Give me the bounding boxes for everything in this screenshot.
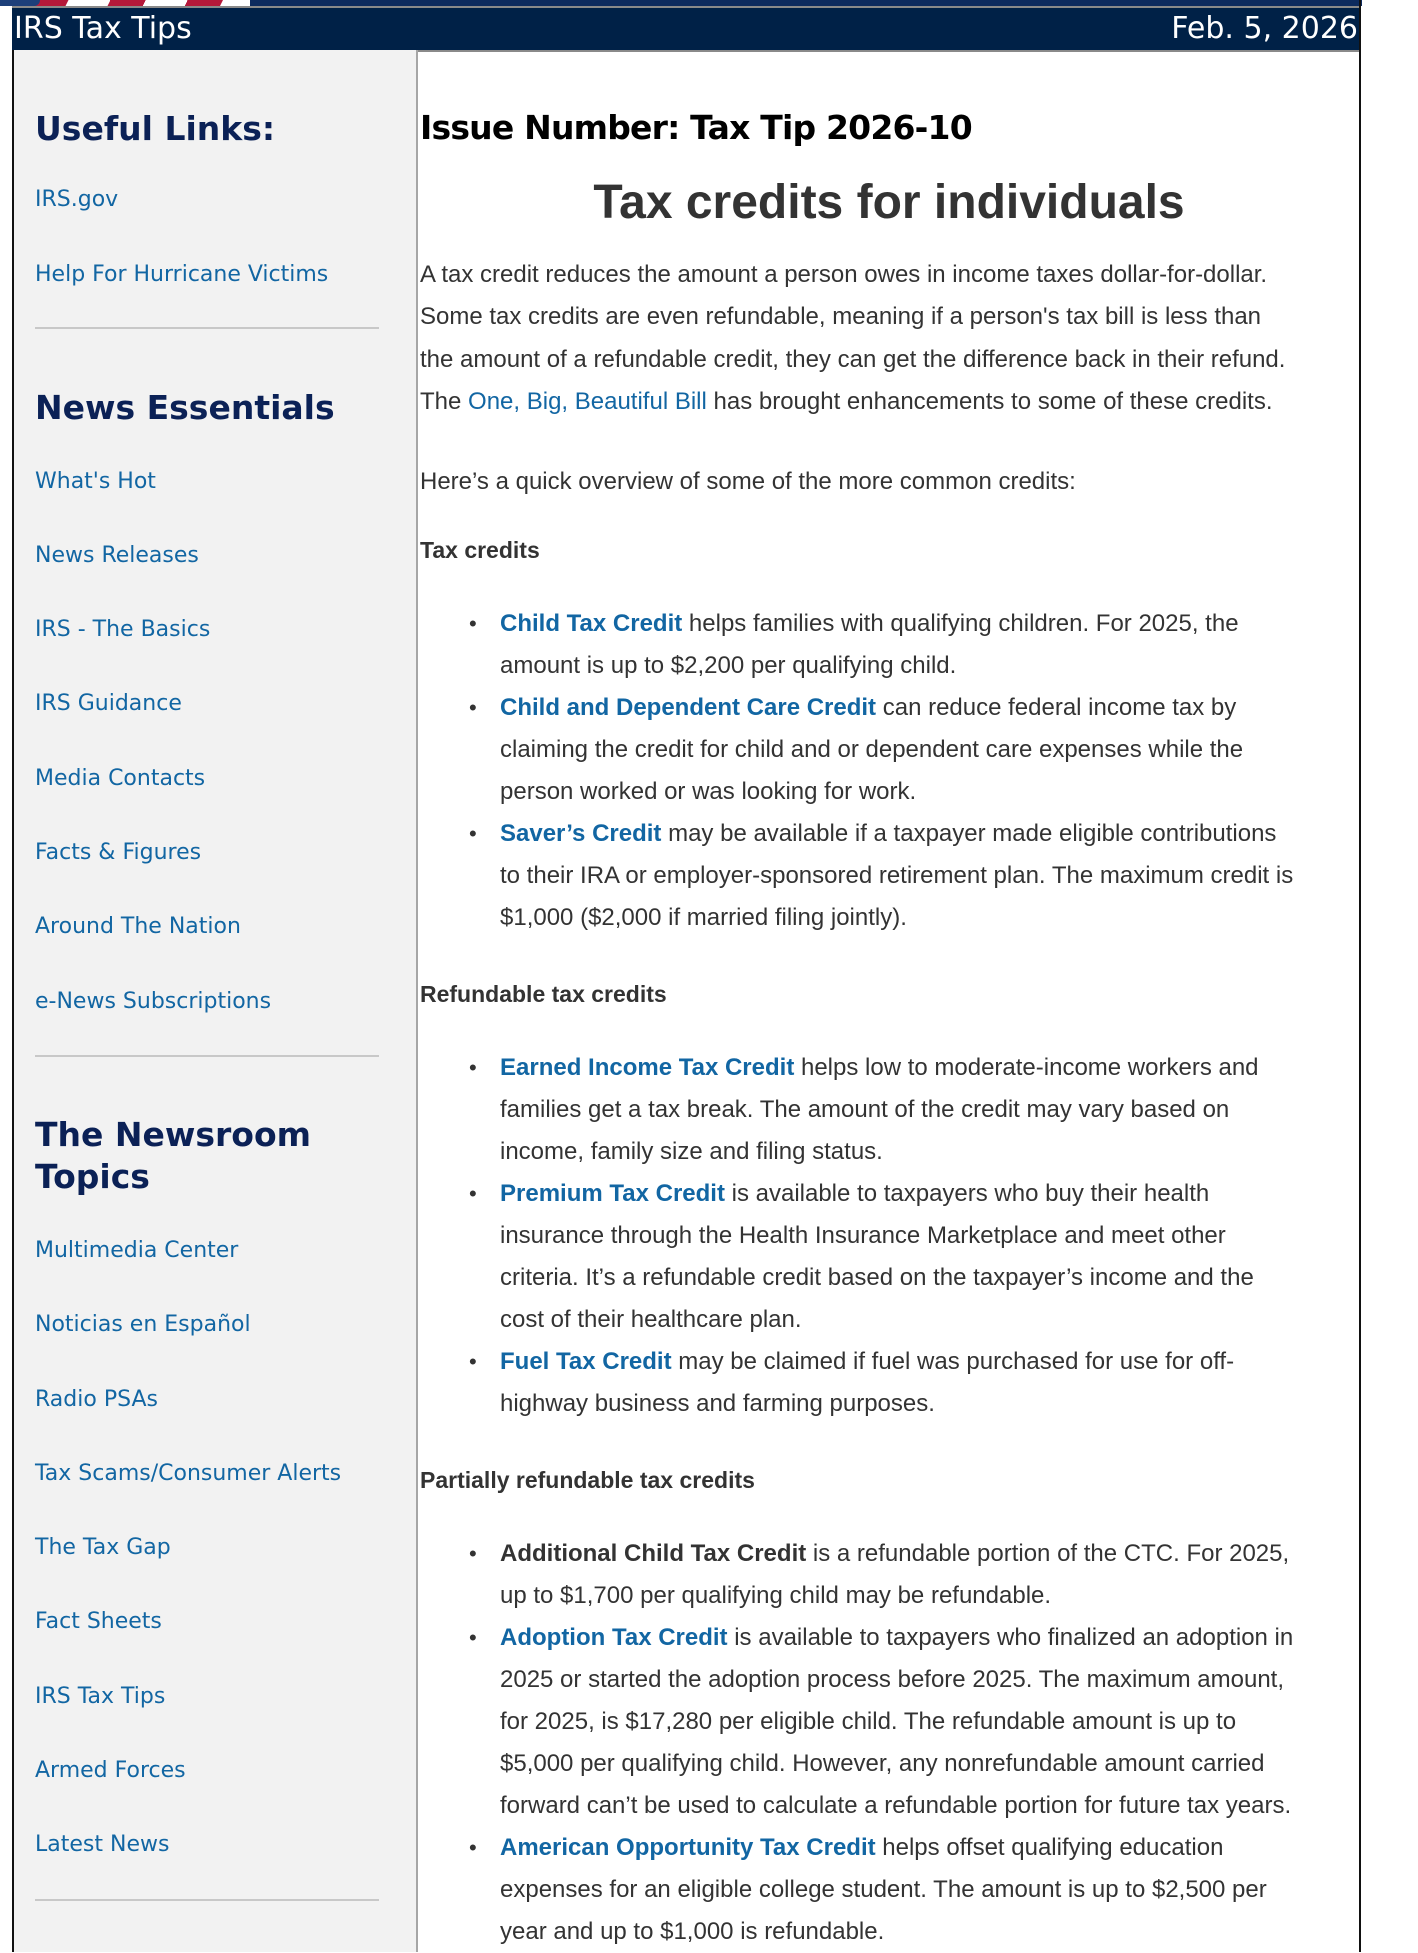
article — [419, 50, 1359, 1952]
credit-description: amount is up to $2,200 per qualifying child. — [500, 652, 957, 679]
sidebar-link-enews-subscriptions[interactable]: e-News Subscriptions — [35, 989, 272, 1014]
page-header — [12, 6, 1360, 52]
sidebar-link-irs-tax-tips[interactable]: IRS Tax Tips — [35, 1684, 166, 1709]
credit-description: cost of their healthcare plan. — [500, 1306, 802, 1333]
intro-line: Some tax credits are even refundable, meaning if a person's tax bill is less than — [420, 303, 1262, 331]
credit-name-link[interactable]: Adoption Tax Credit — [500, 1624, 728, 1651]
sidebar-link-irs-guidance[interactable]: IRS Guidance — [35, 691, 182, 716]
issue-number: Issue Number: Tax Tip 2026-10 — [420, 108, 972, 147]
credit-description: forward can’t be used to calculate a refundable portion for future tax years. — [500, 1792, 1292, 1819]
credit-description: helps families with qualifying children. For 2025, the — [682, 610, 1239, 637]
credit-list-item — [469, 813, 1418, 939]
credit-description: is a refundable portion of the CTC. For 2025, — [806, 1540, 1290, 1567]
sidebar-link-radio-psas[interactable]: Radio PSAs — [35, 1387, 158, 1412]
credit-description: up to $1,700 per qualifying child may be refundable. — [500, 1582, 1052, 1609]
credit-name-link[interactable]: Earned Income Tax Credit — [500, 1054, 795, 1081]
intro-text: The — [420, 387, 469, 415]
sidebar-link-noticias-espanol[interactable]: Noticias en Español — [35, 1312, 251, 1337]
credit-list-item — [469, 1047, 1418, 1173]
credit-description: may be available if a taxpayer made eligible contributions — [661, 820, 1277, 847]
bullet-icon: • — [469, 1625, 477, 1650]
credit-description: income, family size and filing status. — [500, 1138, 883, 1165]
header-title: IRS Tax Tips — [14, 11, 192, 46]
useful-links-heading: Useful Links: — [35, 109, 276, 148]
sidebar-link-armed-forces[interactable]: Armed Forces — [35, 1758, 186, 1783]
sidebar-link-hurricane-help[interactable]: Help For Hurricane Victims — [35, 262, 329, 287]
credit-description: is available to taxpayers who finalized an adoption in — [727, 1624, 1294, 1651]
sidebar-divider — [35, 1899, 379, 1901]
credit-description: can reduce federal income tax by — [876, 694, 1237, 721]
credit-name-link[interactable]: Child Tax Credit — [500, 610, 683, 637]
sidebar-link-irs-basics[interactable]: IRS - The Basics — [35, 617, 211, 642]
credit-list-item — [469, 1617, 1418, 1827]
credit-name: Additional Child Tax Credit — [500, 1540, 807, 1567]
intro-line: the amount of a refundable credit, they can get the difference back in their refund. — [420, 345, 1286, 373]
obbb-link[interactable]: One, Big, Beautiful Bill — [468, 387, 707, 415]
sidebar — [14, 50, 418, 1952]
partially-refundable-list — [419, 1533, 1418, 1953]
credit-name-link[interactable]: Fuel Tax Credit — [500, 1348, 672, 1375]
bullet-icon: • — [469, 1349, 477, 1374]
credit-description: is available to taxpayers who buy their health — [724, 1180, 1210, 1207]
credit-list-item — [469, 1341, 1418, 1425]
sidebar-link-around-nation[interactable]: Around The Nation — [35, 914, 241, 939]
intro-text: has brought enhancements to some of these credits. — [706, 387, 1273, 415]
newsroom-topics-heading: The Newsroom — [35, 1115, 312, 1154]
bullet-icon: • — [469, 1055, 477, 1080]
credit-name-link[interactable]: American Opportunity Tax Credit — [500, 1834, 876, 1861]
bullet-icon: • — [469, 611, 477, 636]
credit-description: expenses for an eligible college student. The amount is up to $2,500 per — [500, 1876, 1267, 1903]
sidebar-link-fact-sheets[interactable]: Fact Sheets — [35, 1609, 162, 1634]
sidebar-link-tax-gap[interactable]: The Tax Gap — [35, 1535, 171, 1560]
credit-list-item — [469, 1827, 1418, 1953]
refundable-credits-list — [419, 1047, 1418, 1425]
credit-list-item — [469, 687, 1418, 813]
sidebar-divider — [35, 327, 379, 329]
bullet-icon: • — [469, 1835, 477, 1860]
credit-description: helps low to moderate-income workers and — [794, 1054, 1259, 1081]
bullet-icon: • — [469, 1541, 477, 1566]
sidebar-link-facts-figures[interactable]: Facts & Figures — [35, 840, 202, 865]
header-date: Feb. 5, 2026 — [1171, 11, 1358, 46]
credit-description: may be claimed if fuel was purchased for use for off- — [671, 1348, 1235, 1375]
intro-paragraph — [420, 254, 1360, 423]
sidebar-link-multimedia-center[interactable]: Multimedia Center — [35, 1238, 239, 1263]
sidebar-link-latest-news[interactable]: Latest News — [35, 1832, 170, 1857]
credit-description: $1,000 ($2,000 if married filing jointly). — [500, 904, 907, 931]
sidebar-link-whats-hot[interactable]: What's Hot — [35, 469, 156, 494]
section-heading-tax-credits: Tax credits — [420, 537, 540, 563]
credit-description: criteria. It’s a refundable credit based on the taxpayer’s income and the — [500, 1264, 1254, 1291]
newsroom-topics-heading-line2: Topics — [35, 1157, 150, 1196]
intro-line — [420, 381, 1360, 423]
credit-list-item — [469, 1533, 1418, 1617]
tax-credits-list — [419, 603, 1418, 939]
credit-list-item — [469, 1173, 1418, 1341]
credit-description: $5,000 per qualifying child. However, any nonrefundable amount carried — [500, 1750, 1265, 1777]
news-essentials-heading: News Essentials — [35, 388, 335, 427]
credit-description: insurance through the Health Insurance Marketplace and meet other — [500, 1222, 1226, 1249]
sidebar-link-irs-gov[interactable]: IRS.gov — [35, 187, 119, 212]
section-heading-refundable: Refundable tax credits — [420, 981, 667, 1007]
credit-list-item — [469, 603, 1418, 687]
credit-description: families get a tax break. The amount of the credit may vary based on — [500, 1096, 1230, 1123]
frame-border-right — [1359, 0, 1361, 1952]
sidebar-link-news-releases[interactable]: News Releases — [35, 543, 199, 568]
credit-description: for 2025, is $17,280 per eligible child. The refundable amount is up to — [500, 1708, 1237, 1735]
credit-name-link[interactable]: Saver’s Credit — [500, 820, 662, 847]
credit-description: claiming the credit for child and or dependent care expenses while the — [500, 736, 1244, 763]
sidebar-link-media-contacts[interactable]: Media Contacts — [35, 766, 206, 791]
overview-text: Here’s a quick overview of some of the more common credits: — [420, 468, 1076, 495]
bullet-icon: • — [469, 1181, 477, 1206]
intro-line: A tax credit reduces the amount a person owes in income taxes dollar-for-dollar. — [420, 261, 1268, 288]
credit-description: person worked or was looking for work. — [500, 778, 917, 805]
sidebar-link-tax-scams[interactable]: Tax Scams/Consumer Alerts — [35, 1461, 342, 1486]
credit-description: year and up to $1,000 is refundable. — [500, 1918, 885, 1945]
credit-description: to their IRA or employer-sponsored retirement plan. The maximum credit is — [500, 862, 1294, 889]
bullet-icon: • — [469, 821, 477, 846]
credit-description: highway business and farming purposes. — [500, 1390, 935, 1417]
sidebar-divider — [35, 1055, 379, 1057]
credit-description: 2025 or started the adoption process before 2025. The maximum amount, — [500, 1666, 1285, 1693]
page-title: Tax credits for individuals — [593, 176, 1185, 229]
credit-name-link[interactable]: Premium Tax Credit — [500, 1180, 725, 1207]
bullet-icon: • — [469, 695, 477, 720]
credit-description: helps offset qualifying education — [875, 1834, 1224, 1861]
section-heading-partially-refundable: Partially refundable tax credits — [420, 1467, 755, 1493]
credit-name-link[interactable]: Child and Dependent Care Credit — [500, 694, 877, 721]
